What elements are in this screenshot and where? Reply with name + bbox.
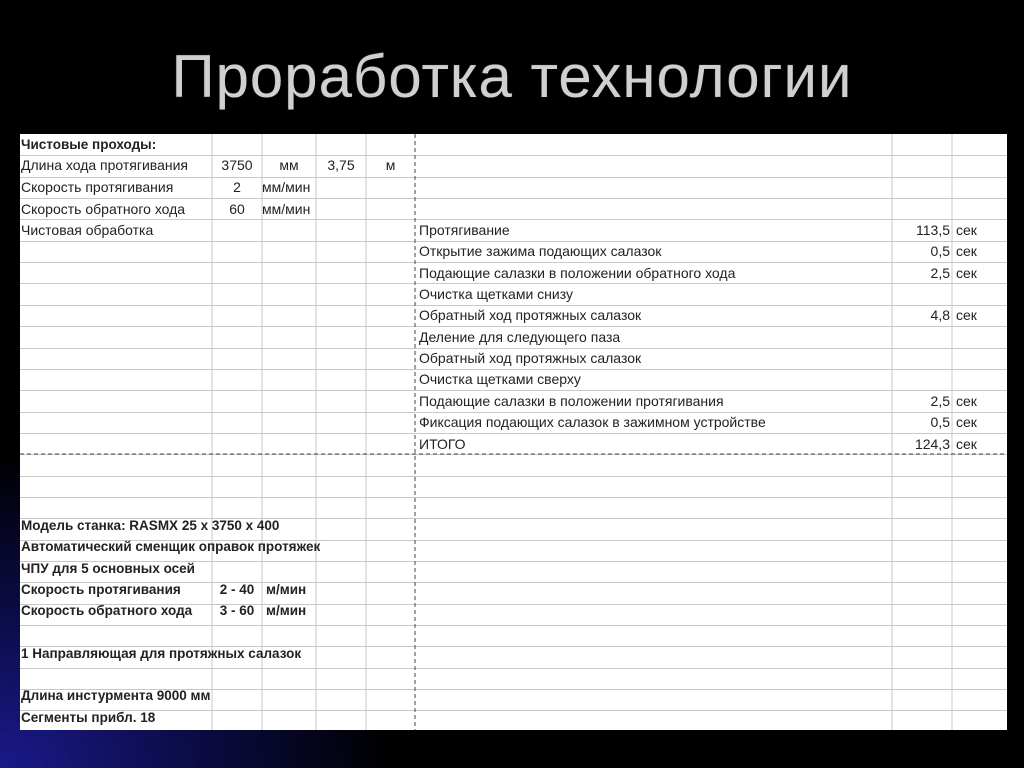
broach-speed-value: 2: [233, 179, 241, 195]
operation-time: 113,5: [916, 222, 950, 238]
operation-unit: сек: [956, 414, 977, 430]
broach-speed-unit: мм/мин: [262, 179, 311, 195]
operation-unit: сек: [956, 307, 977, 323]
operation-unit: сек: [956, 265, 977, 281]
return-speed-unit: мм/мин: [262, 201, 311, 217]
stroke-length-mm: 3750: [221, 157, 253, 173]
operation-unit: сек: [956, 393, 977, 409]
operation-unit: сек: [956, 436, 977, 452]
spec-speed-label: Скорость протягивания: [21, 582, 181, 597]
row-label-stroke-length: Длина хода протягивания: [21, 157, 189, 173]
operation-name: Обратный ход протяжных салазок: [419, 307, 642, 323]
stroke-length-m: 3,75: [327, 157, 355, 173]
cnc-axes: ЧПУ для 5 основных осей: [21, 561, 195, 576]
spec-return-value: 3 - 60: [219, 603, 255, 618]
operation-unit: сек: [956, 243, 977, 259]
operation-name: Протягивание: [419, 222, 510, 238]
guide-rail: 1 Направляющая для протяжных салазок: [21, 646, 302, 661]
row-label-broach-speed: Скорость протягивания: [21, 179, 174, 195]
section-header: Чистовые проходы:: [21, 137, 157, 152]
operation-time: 2,5: [930, 393, 950, 409]
operation-time: 4,8: [930, 307, 950, 323]
operation-name: ИТОГО: [419, 436, 466, 452]
tool-changer: Автоматический сменщик оправок протяжек: [21, 539, 321, 554]
row-label-return-speed: Скорость обратного хода: [21, 201, 186, 217]
spec-return-label: Скорость обратного хода: [21, 603, 193, 618]
stroke-length-unit-m: м: [385, 157, 396, 173]
finish-label: Чистовая обработка: [21, 222, 154, 238]
stroke-length-unit-mm: мм: [279, 157, 299, 173]
operation-name: Подающие салазки в положении обратного хода: [419, 265, 736, 281]
machine-model: Модель станка: RASMX 25 x 3750 x 400: [21, 518, 280, 533]
operation-name: Обратный ход протяжных салазок: [419, 350, 642, 366]
tool-length: Длина инстурмента 9000 мм: [21, 688, 211, 703]
operation-time: 0,5: [930, 243, 950, 259]
segments-count: Сегменты прибл. 18: [21, 710, 156, 725]
operation-name: Открытие зажима подающих салазок: [419, 243, 662, 259]
operation-name: Очистка щетками сверху: [419, 371, 581, 387]
operation-time: 0,5: [930, 414, 950, 430]
spec-return-unit: м/мин: [266, 603, 307, 618]
operation-unit: сек: [956, 222, 977, 238]
spec-speed-unit: м/мин: [266, 582, 307, 597]
page-title: Проработка технологии: [171, 43, 853, 110]
operation-name: Деление для следующего паза: [419, 329, 621, 345]
spreadsheet: [20, 134, 1007, 730]
operation-time: 2,5: [930, 265, 950, 281]
operation-name: Очистка щетками снизу: [419, 286, 573, 302]
spec-speed-value: 2 - 40: [219, 582, 255, 597]
return-speed-value: 60: [229, 201, 245, 217]
operation-time: 124,3: [914, 436, 950, 452]
operation-name: Фиксация подающих салазок в зажимном устройстве: [419, 414, 766, 430]
operation-name: Подающие салазки в положении протягивания: [419, 393, 724, 409]
